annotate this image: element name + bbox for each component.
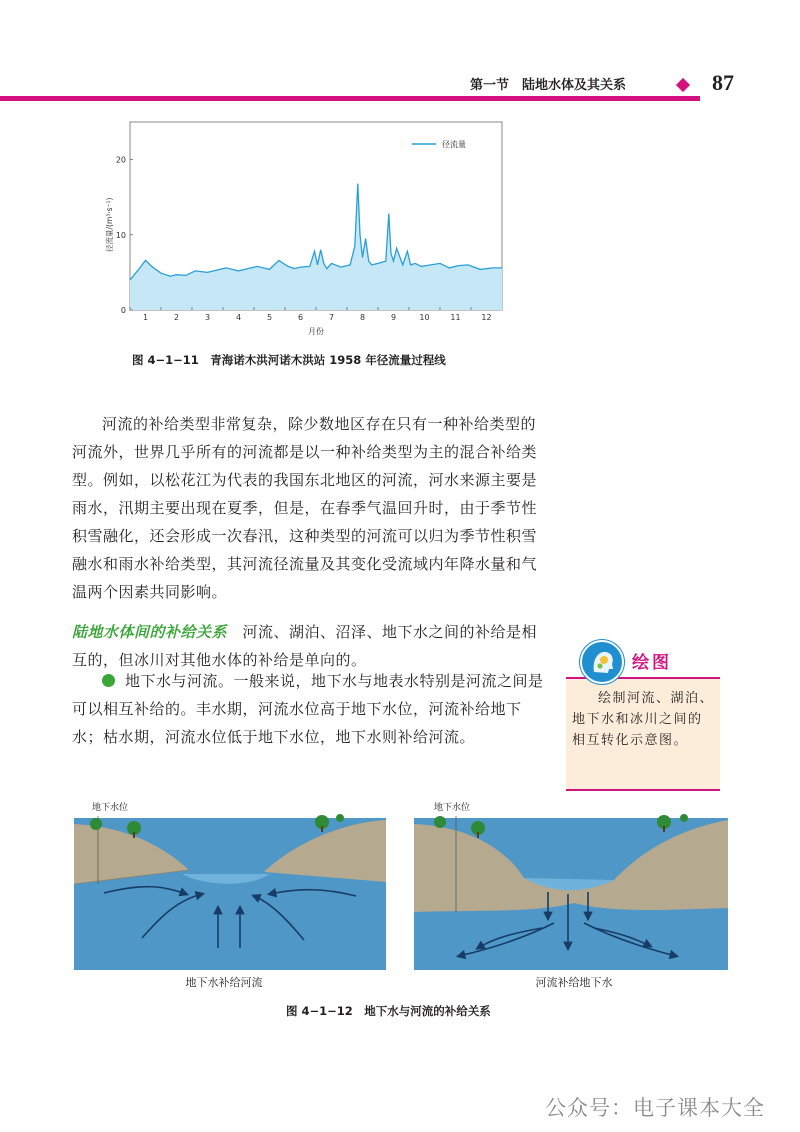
x-tick-label: 3: [204, 313, 211, 322]
bullet-icon: [102, 674, 115, 687]
header-rule: [0, 96, 700, 101]
diagram-label-left: 地下水补给河流: [185, 976, 263, 989]
y-tick-label: 10: [115, 230, 126, 240]
paragraph-river-supply: 河流的补给类型非常复杂，除少数地区存在只有一种补给类型的河流外，世界几乎所有的河流都是以一种补给类型为主的混合补给类型。例如，以松花江为代表的我国东北地区的河流，河水来源主要是雨水，汛期主要出现在夏季，但是，在春季气温回升时，由于季节性积雪融化，还会形成一次春汛，这种类型的河流可以归为季节性积雪融水和雨水补给类型，其河流径流量及其变化受流域内年降水量和气温两个因素共同影响。: [72, 415, 538, 601]
y-tick-label: 20: [115, 155, 126, 165]
x-tick-label: 7: [328, 313, 335, 322]
diamond-icon: [676, 78, 690, 92]
runoff-chart: [100, 112, 510, 342]
x-tick-label: 1: [142, 313, 149, 322]
figure-caption: 图 4−1−12 地下水与河流的补给关系: [286, 1004, 491, 1018]
x-tick-label: 6: [297, 313, 304, 322]
water-table-label: 地下水位: [434, 803, 471, 813]
activity-text: 绘制河流、湖泊、地下水和冰川之间的相互转化示意图。: [572, 691, 715, 748]
y-axis-label: 径流量/(m³·s⁻¹): [105, 197, 114, 252]
bullet-paragraph: [72, 667, 550, 751]
section-text: 河流、湖泊、沼泽、地下水之间的补给是相互的，但冰川对其他水体的补给是单向的。: [72, 623, 538, 669]
x-axis-label: 月份: [308, 327, 324, 336]
diagram-label-right: 河流补给地下水: [535, 976, 613, 989]
gear-head-icon: [580, 640, 624, 684]
diagram-groundwater-to-river: [74, 798, 386, 996]
y-tick-label: 0: [120, 306, 126, 315]
x-tick-label: 12: [481, 313, 492, 322]
chart-caption: 图 4−1−11 青海诺木洪河诺木洪站 1958 年径流量过程线: [132, 353, 446, 367]
water-table-label: 地下水位: [92, 803, 129, 813]
x-tick-label: 2: [173, 313, 180, 322]
x-tick-label: 10: [419, 313, 430, 322]
x-tick-label: 11: [450, 313, 461, 322]
section-title: 第一节 陆地水体及其关系: [470, 78, 627, 93]
activity-title: 绘图: [632, 653, 672, 673]
x-tick-label: 9: [390, 313, 397, 322]
x-tick-label: 4: [235, 313, 242, 322]
diagram-river-to-groundwater: [414, 798, 728, 996]
x-tick-label: 5: [266, 313, 273, 322]
page-number: 87: [712, 70, 734, 95]
section-paragraph: [72, 618, 550, 674]
section-heading: 陆地水体间的补给关系: [72, 623, 228, 641]
legend-label: 径流量: [442, 140, 466, 149]
bullet-text: 地下水与河流。一般来说，地下水与地表水特别是河流之间是可以相互补给的。丰水期，河流水位高于地下水位，河流补给地下水；枯水期，河流水位低于地下水位，地下水则补给河流。: [72, 672, 544, 746]
watermark: 公众号：电子课本大全: [545, 1096, 765, 1120]
x-tick-label: 8: [359, 313, 366, 322]
